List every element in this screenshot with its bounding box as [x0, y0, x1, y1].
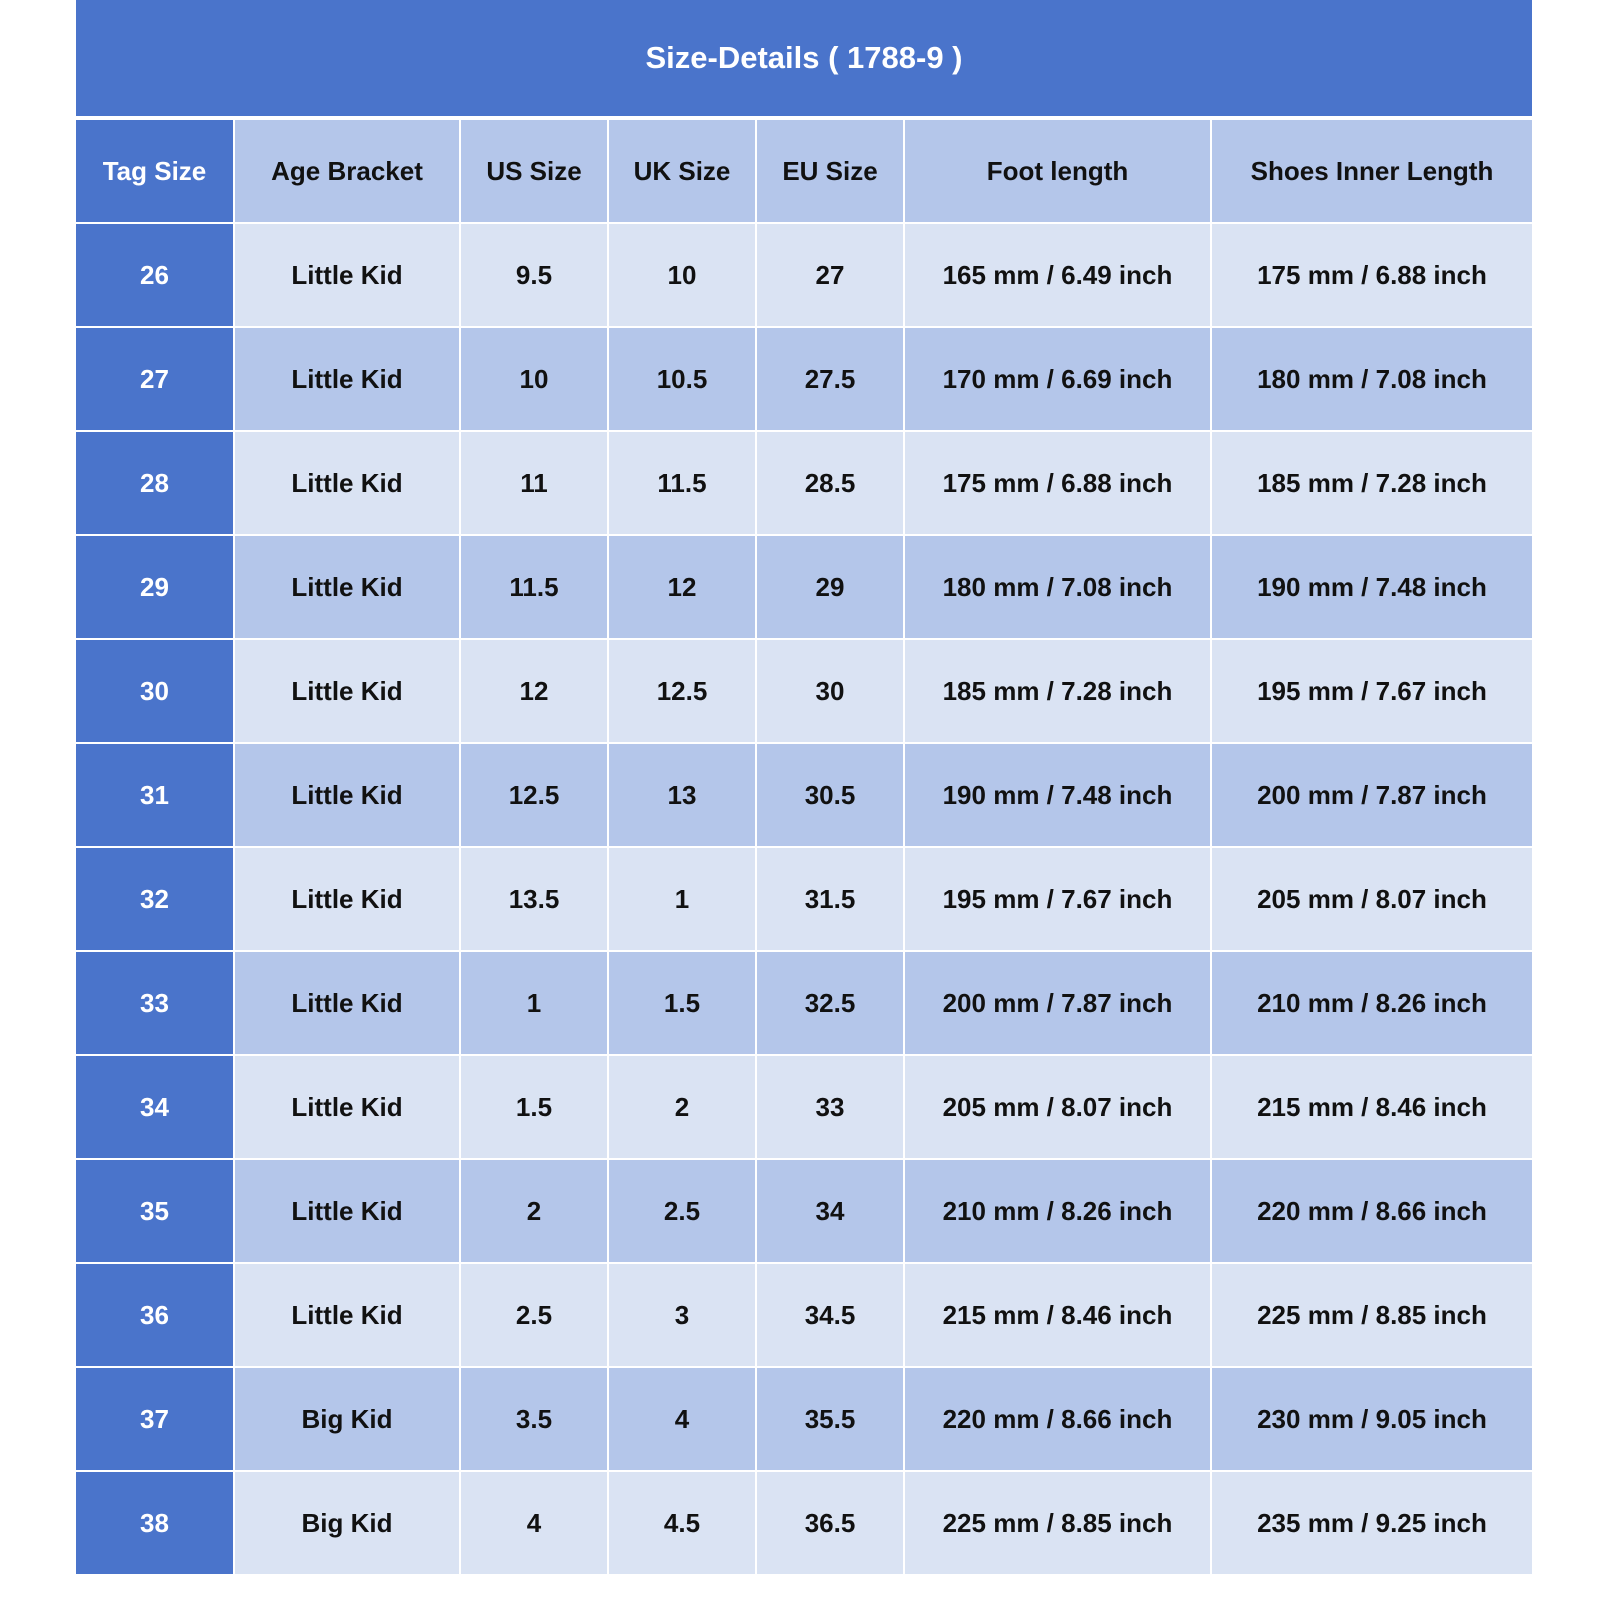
column-header-inner-length: Shoes Inner Length	[1211, 119, 1532, 223]
inner-length-cell: 180 mm / 7.08 inch	[1211, 327, 1532, 431]
table-row	[76, 1367, 1532, 1471]
tag-size-cell: 30	[76, 639, 234, 743]
eu-size-cell: 30.5	[756, 743, 904, 847]
table-row	[76, 431, 1532, 535]
foot-length-cell: 210 mm / 8.26 inch	[904, 1159, 1211, 1263]
column-header-foot-length: Foot length	[904, 119, 1211, 223]
us-size-cell: 11	[460, 431, 608, 535]
chart-title: Size-Details ( 1788-9 )	[76, 0, 1532, 118]
column-header-us-size: US Size	[460, 119, 608, 223]
tag-size-cell: 26	[76, 223, 234, 327]
age-bracket-cell: Little Kid	[234, 223, 460, 327]
inner-length-cell: 190 mm / 7.48 inch	[1211, 535, 1532, 639]
us-size-cell: 10	[460, 327, 608, 431]
eu-size-cell: 35.5	[756, 1367, 904, 1471]
table-row	[76, 1263, 1532, 1367]
foot-length-cell: 195 mm / 7.67 inch	[904, 847, 1211, 951]
uk-size-cell: 10	[608, 223, 756, 327]
us-size-cell: 1	[460, 951, 608, 1055]
table-row	[76, 639, 1532, 743]
age-bracket-cell: Little Kid	[234, 1055, 460, 1159]
inner-length-cell: 185 mm / 7.28 inch	[1211, 431, 1532, 535]
age-bracket-cell: Little Kid	[234, 639, 460, 743]
uk-size-cell: 1.5	[608, 951, 756, 1055]
eu-size-cell: 29	[756, 535, 904, 639]
us-size-cell: 4	[460, 1471, 608, 1575]
eu-size-cell: 30	[756, 639, 904, 743]
inner-length-cell: 205 mm / 8.07 inch	[1211, 847, 1532, 951]
age-bracket-cell: Little Kid	[234, 535, 460, 639]
table-row	[76, 847, 1532, 951]
us-size-cell: 2	[460, 1159, 608, 1263]
size-table	[76, 118, 1532, 1576]
foot-length-cell: 200 mm / 7.87 inch	[904, 951, 1211, 1055]
eu-size-cell: 31.5	[756, 847, 904, 951]
inner-length-cell: 210 mm / 8.26 inch	[1211, 951, 1532, 1055]
tag-size-cell: 36	[76, 1263, 234, 1367]
eu-size-cell: 34.5	[756, 1263, 904, 1367]
tag-size-cell: 38	[76, 1471, 234, 1575]
size-chart	[76, 0, 1532, 1598]
table-row	[76, 327, 1532, 431]
table-row	[76, 223, 1532, 327]
column-header-age-bracket: Age Bracket	[234, 119, 460, 223]
uk-size-cell: 4.5	[608, 1471, 756, 1575]
us-size-cell: 11.5	[460, 535, 608, 639]
tag-size-cell: 35	[76, 1159, 234, 1263]
age-bracket-cell: Little Kid	[234, 1263, 460, 1367]
us-size-cell: 9.5	[460, 223, 608, 327]
eu-size-cell: 27	[756, 223, 904, 327]
foot-length-cell: 170 mm / 6.69 inch	[904, 327, 1211, 431]
us-size-cell: 13.5	[460, 847, 608, 951]
foot-length-cell: 205 mm / 8.07 inch	[904, 1055, 1211, 1159]
uk-size-cell: 13	[608, 743, 756, 847]
us-size-cell: 1.5	[460, 1055, 608, 1159]
age-bracket-cell: Big Kid	[234, 1471, 460, 1575]
eu-size-cell: 28.5	[756, 431, 904, 535]
eu-size-cell: 33	[756, 1055, 904, 1159]
tag-size-cell: 31	[76, 743, 234, 847]
inner-length-cell: 235 mm / 9.25 inch	[1211, 1471, 1532, 1575]
age-bracket-cell: Little Kid	[234, 431, 460, 535]
tag-size-cell: 29	[76, 535, 234, 639]
foot-length-cell: 225 mm / 8.85 inch	[904, 1471, 1211, 1575]
table-body	[76, 223, 1532, 1575]
header-row	[76, 119, 1532, 223]
age-bracket-cell: Little Kid	[234, 1159, 460, 1263]
table-row	[76, 743, 1532, 847]
column-header-tag-size: Tag Size	[76, 119, 234, 223]
foot-length-cell: 175 mm / 6.88 inch	[904, 431, 1211, 535]
age-bracket-cell: Little Kid	[234, 951, 460, 1055]
table-row	[76, 535, 1532, 639]
eu-size-cell: 36.5	[756, 1471, 904, 1575]
eu-size-cell: 27.5	[756, 327, 904, 431]
uk-size-cell: 2	[608, 1055, 756, 1159]
us-size-cell: 12	[460, 639, 608, 743]
inner-length-cell: 225 mm / 8.85 inch	[1211, 1263, 1532, 1367]
inner-length-cell: 175 mm / 6.88 inch	[1211, 223, 1532, 327]
inner-length-cell: 200 mm / 7.87 inch	[1211, 743, 1532, 847]
uk-size-cell: 3	[608, 1263, 756, 1367]
inner-length-cell: 230 mm / 9.05 inch	[1211, 1367, 1532, 1471]
age-bracket-cell: Big Kid	[234, 1367, 460, 1471]
column-header-uk-size: UK Size	[608, 119, 756, 223]
foot-length-cell: 190 mm / 7.48 inch	[904, 743, 1211, 847]
age-bracket-cell: Little Kid	[234, 743, 460, 847]
uk-size-cell: 12	[608, 535, 756, 639]
age-bracket-cell: Little Kid	[234, 847, 460, 951]
foot-length-cell: 165 mm / 6.49 inch	[904, 223, 1211, 327]
uk-size-cell: 10.5	[608, 327, 756, 431]
foot-length-cell: 185 mm / 7.28 inch	[904, 639, 1211, 743]
age-bracket-cell: Little Kid	[234, 327, 460, 431]
us-size-cell: 2.5	[460, 1263, 608, 1367]
table-row	[76, 1471, 1532, 1575]
tag-size-cell: 32	[76, 847, 234, 951]
foot-length-cell: 180 mm / 7.08 inch	[904, 535, 1211, 639]
eu-size-cell: 32.5	[756, 951, 904, 1055]
tag-size-cell: 37	[76, 1367, 234, 1471]
tag-size-cell: 34	[76, 1055, 234, 1159]
inner-length-cell: 220 mm / 8.66 inch	[1211, 1159, 1532, 1263]
inner-length-cell: 215 mm / 8.46 inch	[1211, 1055, 1532, 1159]
table-row	[76, 1159, 1532, 1263]
table-row	[76, 951, 1532, 1055]
column-header-eu-size: EU Size	[756, 119, 904, 223]
eu-size-cell: 34	[756, 1159, 904, 1263]
uk-size-cell: 2.5	[608, 1159, 756, 1263]
us-size-cell: 3.5	[460, 1367, 608, 1471]
tag-size-cell: 27	[76, 327, 234, 431]
uk-size-cell: 11.5	[608, 431, 756, 535]
uk-size-cell: 1	[608, 847, 756, 951]
us-size-cell: 12.5	[460, 743, 608, 847]
uk-size-cell: 4	[608, 1367, 756, 1471]
foot-length-cell: 215 mm / 8.46 inch	[904, 1263, 1211, 1367]
table-row	[76, 1055, 1532, 1159]
inner-length-cell: 195 mm / 7.67 inch	[1211, 639, 1532, 743]
foot-length-cell: 220 mm / 8.66 inch	[904, 1367, 1211, 1471]
uk-size-cell: 12.5	[608, 639, 756, 743]
tag-size-cell: 33	[76, 951, 234, 1055]
tag-size-cell: 28	[76, 431, 234, 535]
